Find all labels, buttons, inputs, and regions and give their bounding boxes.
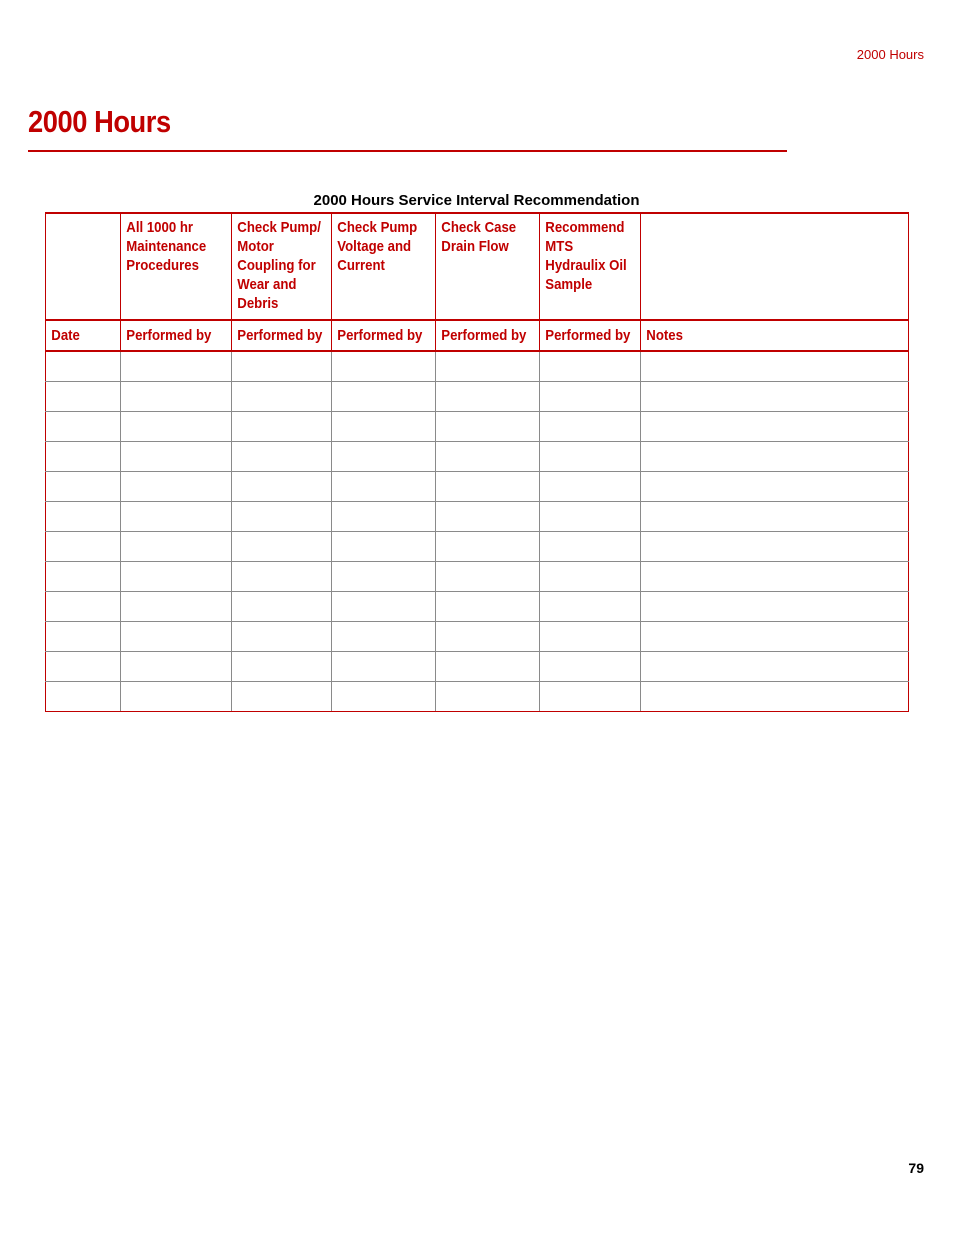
table-row <box>46 592 909 622</box>
table-cell <box>232 472 332 502</box>
table-cell <box>46 472 121 502</box>
table-cell <box>46 622 121 652</box>
table-cell <box>332 351 436 382</box>
column-label-performed-by: Performed by <box>337 327 423 344</box>
table-cell <box>332 532 436 562</box>
table-cell <box>540 532 641 562</box>
table-cell <box>641 592 909 622</box>
table-cell <box>641 562 909 592</box>
table-cell <box>641 502 909 532</box>
table-cell <box>332 382 436 412</box>
column-label-cell <box>540 320 641 351</box>
table-row <box>46 502 909 532</box>
column-label-date: Date <box>51 327 80 344</box>
title-rule <box>28 150 787 152</box>
table-cell <box>232 622 332 652</box>
table-cell <box>436 592 540 622</box>
table-cell <box>332 622 436 652</box>
table-cell <box>121 442 232 472</box>
table-cell <box>121 592 232 622</box>
table-cell <box>46 442 121 472</box>
task-header-cell <box>232 213 332 320</box>
table-cell <box>436 412 540 442</box>
table-cell <box>232 652 332 682</box>
column-label-notes: Notes <box>646 327 683 344</box>
task-header-cell <box>641 213 909 320</box>
table-cell <box>232 502 332 532</box>
table-cell <box>46 412 121 442</box>
table-row <box>46 472 909 502</box>
table-cell <box>121 502 232 532</box>
table-cell <box>641 382 909 412</box>
table-cell <box>540 442 641 472</box>
column-label-performed-by: Performed by <box>126 327 212 344</box>
table-cell <box>641 412 909 442</box>
column-label-cell <box>232 320 332 351</box>
task-header-text: Check Pump Voltage and Current <box>337 219 418 274</box>
table-cell <box>46 652 121 682</box>
task-header-cell <box>121 213 232 320</box>
task-header-cell <box>436 213 540 320</box>
table-cell <box>46 502 121 532</box>
table-cell <box>436 652 540 682</box>
column-label-performed-by: Performed by <box>237 327 323 344</box>
table-row <box>46 652 909 682</box>
table-cell <box>641 351 909 382</box>
table-cell <box>46 532 121 562</box>
table-cell <box>540 652 641 682</box>
table-cell <box>46 592 121 622</box>
table-row <box>46 532 909 562</box>
table-cell <box>436 382 540 412</box>
table-cell <box>121 682 232 712</box>
table-cell <box>332 412 436 442</box>
table-cell <box>232 442 332 472</box>
task-header-text: All 1000 hr Maintenance Procedures <box>126 219 207 274</box>
task-header-text: Recommend MTS Hydraulix Oil Sample <box>545 219 627 293</box>
table-cell <box>46 351 121 382</box>
table-row <box>46 562 909 592</box>
table-cell <box>232 562 332 592</box>
column-label-cell <box>641 320 909 351</box>
table-cell <box>332 592 436 622</box>
task-header-text <box>46 214 119 218</box>
task-header-text <box>641 214 904 218</box>
table-cell <box>540 592 641 622</box>
table-cell <box>232 532 332 562</box>
table-cell <box>641 532 909 562</box>
table-cell <box>332 652 436 682</box>
table-cell <box>540 382 641 412</box>
table-cell <box>232 382 332 412</box>
table-cell <box>641 472 909 502</box>
column-label-cell <box>121 320 232 351</box>
table-cell <box>436 682 540 712</box>
table-row <box>46 351 909 382</box>
column-label-row <box>46 320 909 351</box>
table-cell <box>46 382 121 412</box>
table-cell <box>332 472 436 502</box>
page-title: 2000 Hours <box>28 104 171 139</box>
table-row <box>46 442 909 472</box>
table-cell <box>436 502 540 532</box>
table-cell <box>232 592 332 622</box>
column-label-cell <box>332 320 436 351</box>
table-cell <box>540 682 641 712</box>
table-cell <box>332 502 436 532</box>
table-caption: 2000 Hours Service Interval Recommendation <box>313 192 640 209</box>
table-cell <box>46 682 121 712</box>
table-cell <box>641 442 909 472</box>
table-cell <box>121 652 232 682</box>
table-row <box>46 622 909 652</box>
column-label-cell <box>436 320 540 351</box>
table-cell <box>436 472 540 502</box>
table-cell <box>540 562 641 592</box>
table-row <box>46 682 909 712</box>
table-cell <box>436 442 540 472</box>
task-header-cell <box>540 213 641 320</box>
table-cell <box>436 622 540 652</box>
table-cell <box>121 532 232 562</box>
table-cell <box>121 472 232 502</box>
table-cell <box>540 412 641 442</box>
table-cell <box>540 351 641 382</box>
table-cell <box>641 682 909 712</box>
table-cell <box>121 412 232 442</box>
table-cell <box>436 351 540 382</box>
table-cell <box>641 622 909 652</box>
table-cell <box>540 472 641 502</box>
table-cell <box>121 382 232 412</box>
table-cell <box>232 682 332 712</box>
table-cell <box>540 622 641 652</box>
table-cell <box>332 682 436 712</box>
table-cell <box>46 562 121 592</box>
table-cell <box>232 412 332 442</box>
running-header: 2000 Hours <box>856 47 924 62</box>
table-cell <box>121 351 232 382</box>
table-row <box>46 382 909 412</box>
table-cell <box>641 652 909 682</box>
task-header-row <box>46 213 909 320</box>
table-cell <box>332 442 436 472</box>
table-cell <box>332 562 436 592</box>
column-label-performed-by: Performed by <box>441 327 527 344</box>
task-header-cell <box>46 213 121 320</box>
table-cell <box>436 562 540 592</box>
table-row <box>46 412 909 442</box>
task-header-cell <box>332 213 436 320</box>
table-cell <box>232 351 332 382</box>
column-label-cell <box>46 320 121 351</box>
task-header-text: Check Pump/ Motor Coupling for Wear and Debris <box>237 219 321 312</box>
service-interval-table <box>45 212 909 712</box>
table-cell <box>121 622 232 652</box>
table-cell <box>436 532 540 562</box>
table-cell <box>121 562 232 592</box>
page-number: 79 <box>908 1160 924 1176</box>
column-label-performed-by: Performed by <box>545 327 631 344</box>
table-cell <box>540 502 641 532</box>
task-header-text: Check Case Drain Flow <box>441 219 517 255</box>
